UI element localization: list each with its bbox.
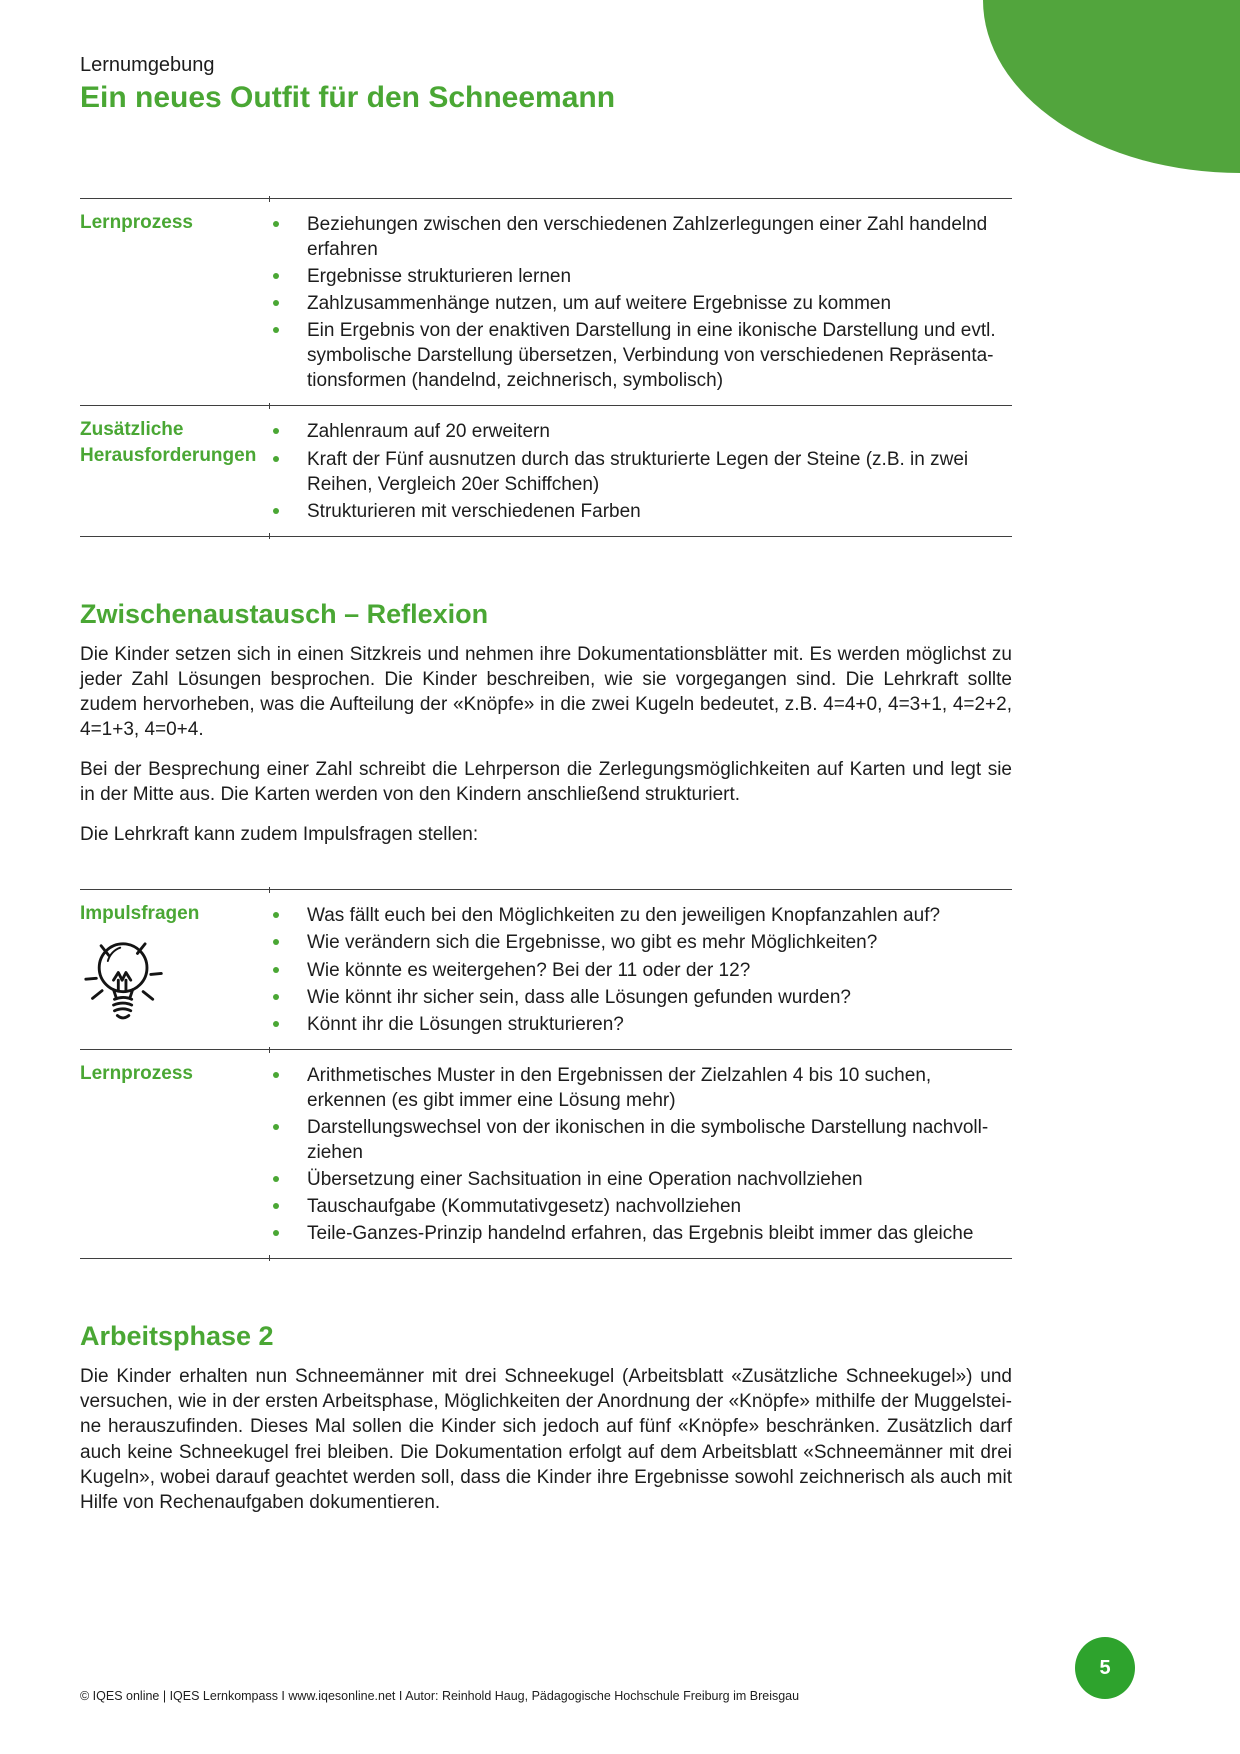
bullet-item: Arithmetisches Muster in den Ergebnissen der Zielzahlen 4 bis 10 suchen, erkennen (es gibt immer eine Lösung mehr) <box>270 1063 1012 1113</box>
document-type-label: Lernumgebung <box>80 54 215 76</box>
bullet-item: Teile-Ganzes-Prinzip handelnd erfahren, das Ergebnis bleibt immer das gleiche <box>270 1221 1012 1246</box>
bullet-item: Wie könnte es weitergehen? Bei der 11 oder der 12? <box>270 958 1012 983</box>
paragraph: Die Kinder setzen sich in einen Sitzkreis und nehmen ihre Dokumentationsblätter mit. Es werden möglichst zu jeder Zahl Lösungen besprochen. Die Kinder beschreiben, wie sie vorgegangen sind. Die Lehrkraft sollte zudem hervorheben, was die Aufteilung der «Knöpfe» in die zwei Kugeln bedeutet, z.B. 4=4+0, 4=3+1, 4=2+2, 4=1+3, 4=0+4. <box>80 643 1012 741</box>
table-row-lernprozess <box>80 198 1012 406</box>
bullet-item: Wie verändern sich die Ergebnisse, wo gibt es mehr Möglichkeiten? <box>270 930 1012 955</box>
page-content <box>80 0 1012 1530</box>
paragraph: Die Lehrkraft kann zudem Impulsfragen stellen: <box>80 824 479 846</box>
bullet-item: Tauschaufgabe (Kommutativgesetz) nachvollziehen <box>270 1194 1012 1219</box>
bullet-item: Darstellungswechsel von der ikonischen in die symbolische Darstellung nachvoll-ziehen <box>270 1115 1012 1165</box>
table-row-zusaetzliche-herausforderungen <box>80 405 1012 535</box>
footer-copyright: © IQES online | IQES Lernkompass I www.iqesonline.net I Autor: Reinhold Haug, Pädagogische Hochschule Freiburg im Breisgau <box>80 1689 800 1703</box>
row-label: Lernprozess <box>80 1062 193 1084</box>
bullet-item: Könnt ihr die Lösungen strukturieren? <box>270 1012 1012 1037</box>
page-title: Ein neues Outfit für den Schneemann <box>80 81 616 115</box>
row-label: Impulsfragen <box>80 903 200 925</box>
lightbulb-icon <box>82 936 168 1032</box>
bullet-item: Ergebnisse strukturieren lernen <box>270 264 1012 289</box>
section-heading-zwischenaustausch-reflexion: Zwischenaustausch – Reflexion <box>80 598 489 629</box>
bullet-list <box>270 903 1012 1036</box>
bullet-item: Ein Ergebnis von der enaktiven Darstellung in eine ikonische Darstellung und evtl. symbolische Darstellung übersetzen, Verbindung von verschiedenen Repräsenta-tionsformen (handelnd, zeichnerisch, symbolisch) <box>270 318 1012 393</box>
row-label: Zusätzliche Herausforderungen <box>80 419 257 466</box>
bullet-list <box>270 1063 1012 1247</box>
bullet-item: Zahlenraum auf 20 erweitern <box>270 419 1012 444</box>
bullet-item: Zahlzusammenhänge nutzen, um auf weitere Ergebnisse zu kommen <box>270 291 1012 316</box>
impulse-questions-table <box>80 889 1012 1259</box>
bullet-item: Kraft der Fünf ausnutzen durch das strukturierte Legen der Steine (z.B. in zwei Reihen, Vergleich 20er Schiffchen) <box>270 447 1012 497</box>
bullet-item: Übersetzung einer Sachsituation in eine Operation nachvollziehen <box>270 1167 1012 1192</box>
page-number-badge: 5 <box>1075 1637 1135 1699</box>
row-label: Lernprozess <box>80 211 193 233</box>
table-row-impulsfragen <box>80 889 1012 1048</box>
bullet-item: Strukturieren mit verschiedenen Farben <box>270 499 1012 524</box>
section-heading-arbeitsphase-2: Arbeitsphase 2 <box>80 1321 274 1352</box>
corner-decoration <box>983 0 1240 173</box>
bullet-list <box>270 212 1012 394</box>
table-row-lernprozess-2 <box>80 1049 1012 1259</box>
paragraph: Die Kinder erhalten nun Schneemänner mit drei Schneekugel (Arbeitsblatt «Zusätzliche Schneekugel») und versuchen, wie in der ersten Arbeitsphase, Möglichkeiten der Anordnung der «Knöpfe» mithilfe der Muggelstei-ne herauszufinden. Dieses Mal sollen die Kinder sich jedoch auf fünf «Knöpfe» beschränken. Zusätzlich darf auch keine Schneekugel frei bleiben. Die Dokumentation erfolgt auf dem Arbeitsblatt «Schneemänner mit drei Kugeln», wobei darauf geachtet werden soll, dass die Kinder ihre Ergebnisse sowohl zeichnerisch als auch mit Hilfe von Rechenaufgaben dokumentieren. <box>80 1366 1012 1513</box>
bullet-list <box>270 419 1012 523</box>
learning-process-table <box>80 198 1012 537</box>
bullet-item: Was fällt euch bei den Möglichkeiten zu den jeweiligen Knopfanzahlen auf? <box>270 903 1012 928</box>
bullet-item: Wie könnt ihr sicher sein, dass alle Lösungen gefunden wurden? <box>270 985 1012 1010</box>
paragraph: Bei der Besprechung einer Zahl schreibt die Lehrperson die Zerlegungsmöglichkeiten auf Karten und legt sie in der Mitte aus. Die Karten werden von den Kindern anschließend strukturiert. <box>80 759 1012 806</box>
bullet-item: Beziehungen zwischen den verschiedenen Zahlzerlegungen einer Zahl handelnd erfahren <box>270 212 1012 262</box>
